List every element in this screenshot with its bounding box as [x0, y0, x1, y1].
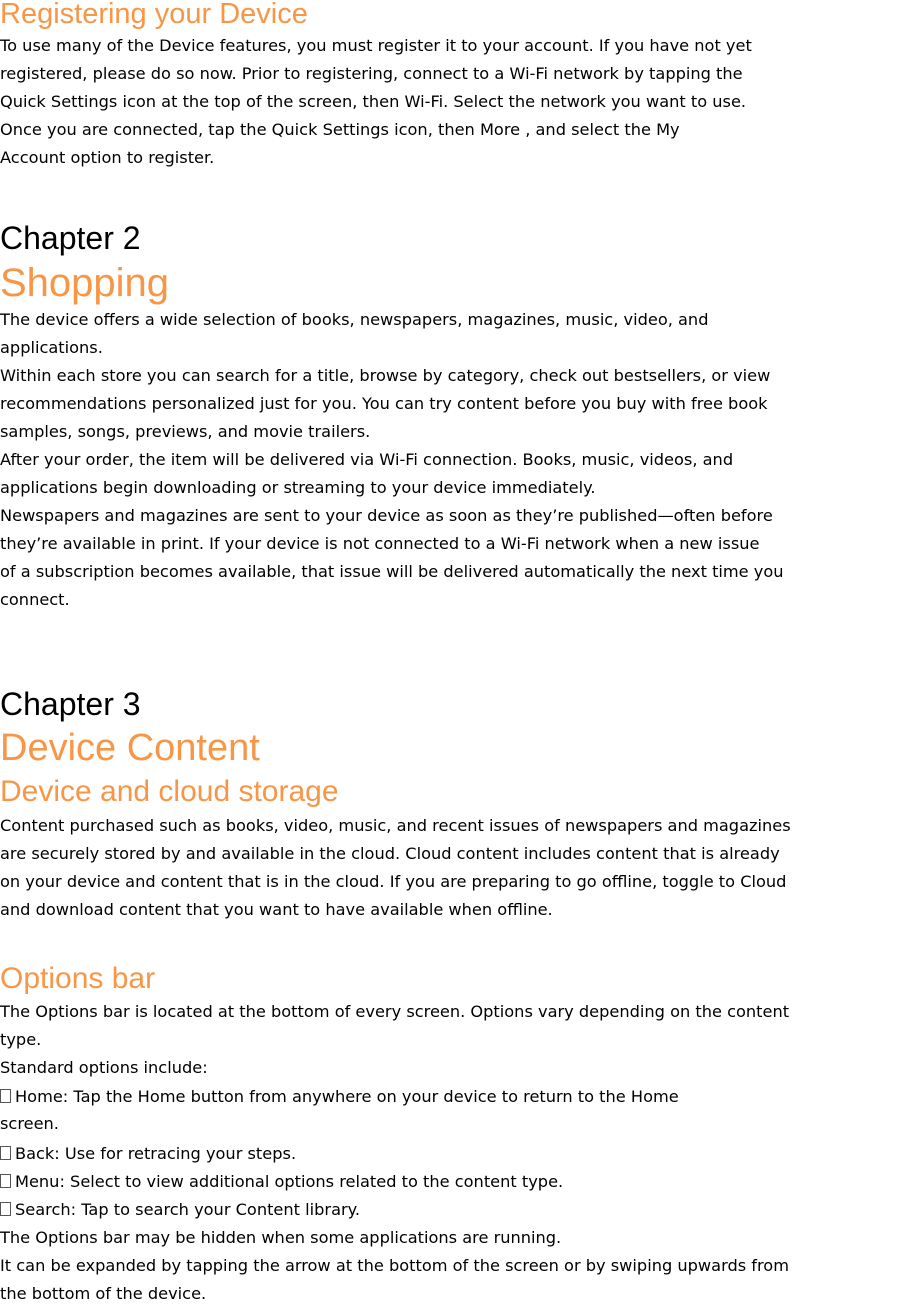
missing-glyph-icon: [0, 1146, 11, 1160]
chapter2-label: Chapter 2: [0, 220, 141, 256]
registering-line-2: registered, please do so now. Prior to registering, connect to a Wi-Fi network by tapping the: [0, 64, 743, 83]
options-after-line-2: It can be expanded by tapping the arrow at the bottom of the screen or by swiping upwards from: [0, 1256, 789, 1275]
chapter2-line-11: connect.: [0, 590, 70, 609]
chapter2-line-4: recommendations personalized just for you. You can try content before you buy with free book: [0, 394, 768, 413]
cloud-storage-line-2: are securely stored by and available in the cloud. Cloud content includes content that is already: [0, 844, 780, 863]
registering-heading: Registering your Device: [0, 0, 308, 30]
options-after-line-3: the bottom of the device.: [0, 1284, 207, 1303]
options-bar-heading: Options bar: [0, 962, 156, 995]
missing-glyph-icon: [0, 1202, 11, 1216]
missing-glyph-icon: [0, 1089, 11, 1103]
option-bullet-search: [0, 1196, 360, 1224]
chapter2-line-3: Within each store you can search for a title, browse by category, check out bestsellers, or view: [0, 366, 771, 385]
option-back-text: Back: Use for retracing your steps.: [15, 1144, 297, 1163]
registering-line-4: Once you are connected, tap the Quick Settings icon, then More , and select the My: [0, 120, 680, 139]
registering-line-3: Quick Settings icon at the top of the screen, then Wi-Fi. Select the network you want to use.: [0, 92, 747, 111]
cloud-storage-line-1: Content purchased such as books, video, music, and recent issues of newspapers and magazines: [0, 816, 791, 835]
chapter2-line-5: samples, songs, previews, and movie trailers.: [0, 422, 371, 441]
options-after-line-1: The Options bar may be hidden when some applications are running.: [0, 1228, 562, 1247]
registering-line-1: To use many of the Device features, you must register it to your account. If you have not yet: [0, 36, 752, 55]
options-line-2: type.: [0, 1030, 42, 1049]
chapter3-label: Chapter 3: [0, 686, 141, 722]
option-menu-text: Menu: Select to view additional options related to the content type.: [15, 1172, 564, 1191]
cloud-storage-line-4: and download content that you want to have available when offline.: [0, 900, 553, 919]
chapter2-heading: Shopping: [0, 261, 170, 305]
chapter2-line-2: applications.: [0, 338, 103, 357]
chapter2-line-1: The device offers a wide selection of books, newspapers, magazines, music, video, and: [0, 310, 709, 329]
cloud-storage-line-3: on your device and content that is in the cloud. If you are preparing to go offline, toggle to Cloud: [0, 872, 787, 891]
missing-glyph-icon: [0, 1174, 11, 1188]
chapter3-heading: Device Content: [0, 727, 260, 769]
option-bullet-menu: [0, 1168, 563, 1196]
option-home-continuation: screen.: [0, 1114, 59, 1133]
option-search-text: Search: Tap to search your Content library.: [15, 1200, 361, 1219]
chapter2-line-9: they’re available in print. If your device is not connected to a Wi-Fi network when a new issue: [0, 534, 760, 553]
options-line-1: The Options bar is located at the bottom of every screen. Options vary depending on the content: [0, 1002, 790, 1021]
cloud-storage-heading: Device and cloud storage: [0, 775, 339, 808]
options-line-3: Standard options include:: [0, 1058, 208, 1077]
chapter2-line-10: of a subscription becomes available, that issue will be delivered automatically the next time you: [0, 562, 784, 581]
option-home-text: Home: Tap the Home button from anywhere on your device to return to the Home: [15, 1087, 679, 1106]
option-bullet-back: [0, 1140, 296, 1168]
chapter2-line-8: Newspapers and magazines are sent to your device as soon as they’re published—often before: [0, 506, 773, 525]
registering-line-5: Account option to register.: [0, 148, 215, 167]
chapter2-line-6: After your order, the item will be delivered via Wi-Fi connection. Books, music, videos, and: [0, 450, 734, 469]
chapter2-line-7: applications begin downloading or streaming to your device immediately.: [0, 478, 596, 497]
option-bullet-home: [0, 1083, 679, 1111]
